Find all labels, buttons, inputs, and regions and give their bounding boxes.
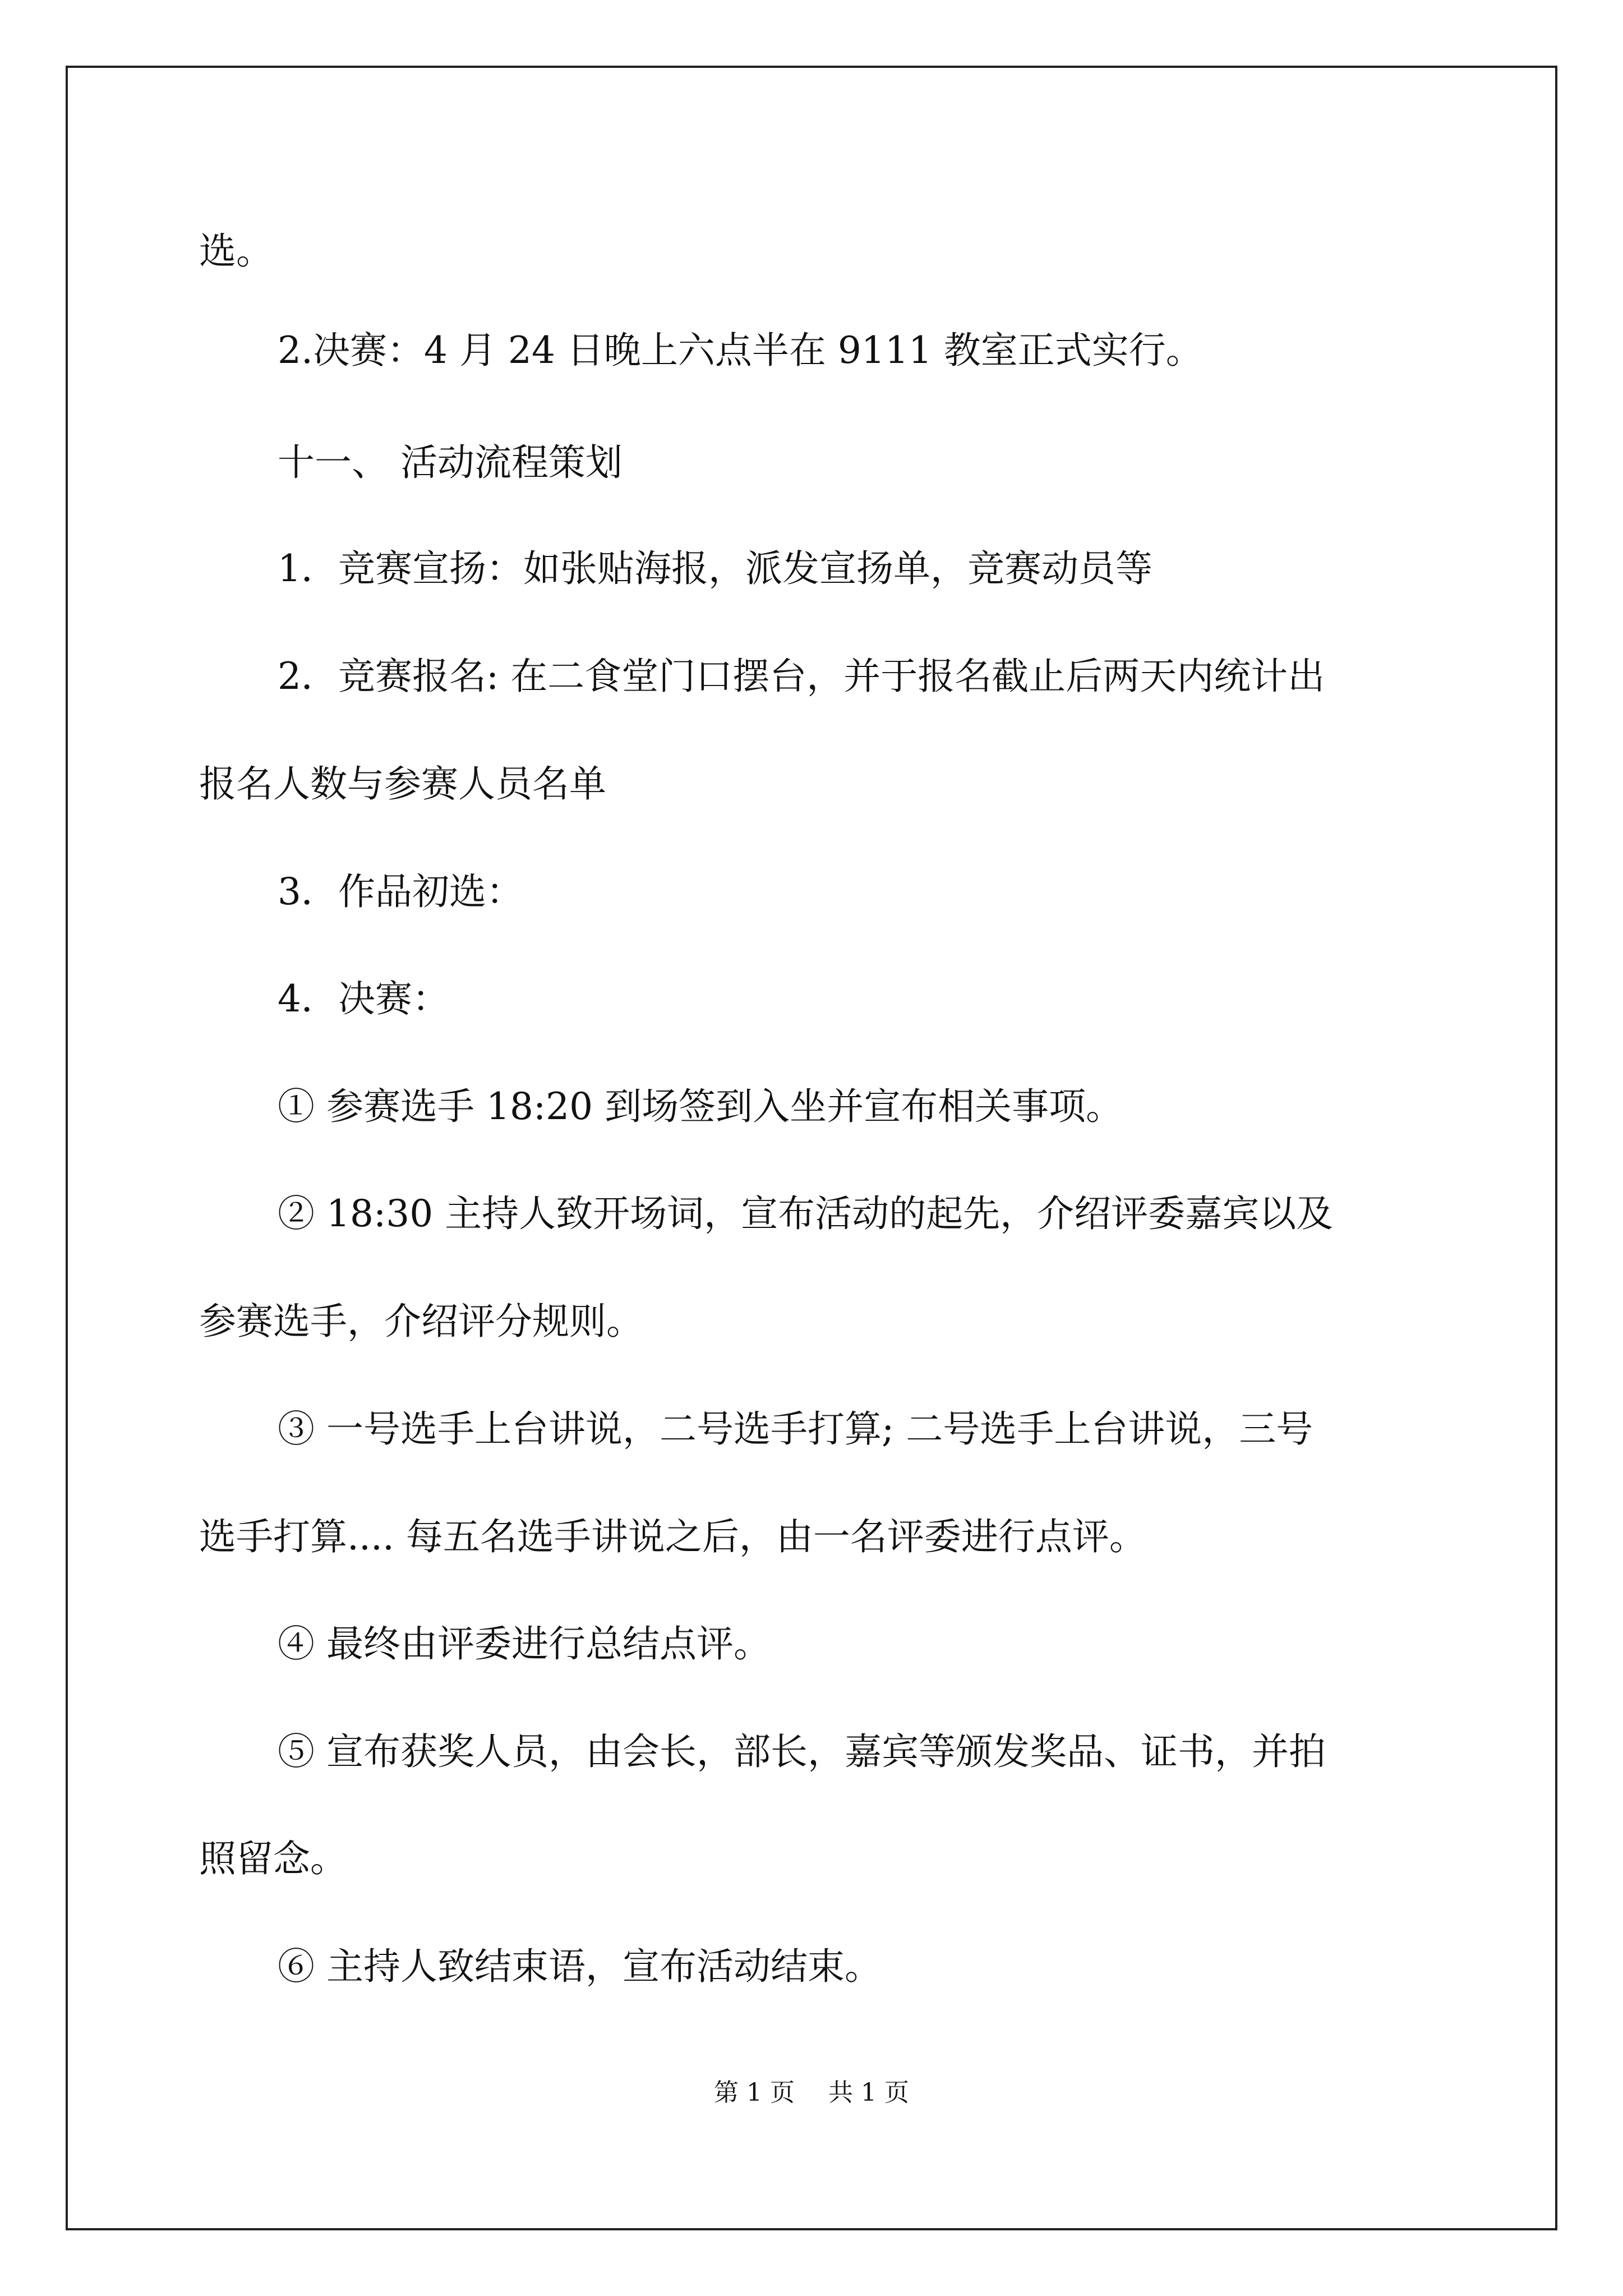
list-item: ① 参赛选手 18:20 到场签到入坐并宣布相关事项。 xyxy=(278,1085,1123,1128)
paragraph-line: 选。 xyxy=(199,229,273,273)
list-item: ⑤ 宣布获奖人员，由会长，部长，嘉宾等颁发奖品、证书，并拍 xyxy=(278,1730,1326,1773)
list-item: ④ 最终由评委进行总结点评。 xyxy=(278,1622,771,1665)
list-item: ③ 一号选手上台讲说，二号选手打算; 二号选手上台讲说，三号 xyxy=(278,1407,1313,1451)
list-item-continuation: 选手打算.... 每五名选手讲说之后，由一名评委进行点评。 xyxy=(199,1515,1146,1558)
paragraph-line: 1．竞赛宣扬：如张贴海报，派发宣扬单，竞赛动员等 xyxy=(278,547,1152,590)
paragraph-line: 2.决赛：4 月 24 日晚上六点半在 9111 教室正式实行。 xyxy=(278,329,1203,372)
paragraph-line: 2．竞赛报名: 在二食堂门口摆台，并于报名截止后两天内统计出 xyxy=(278,655,1325,698)
page-border xyxy=(66,66,1557,2230)
list-item: ② 18:30 主持人致开场词，宣布活动的起先，介绍评委嘉宾以及 xyxy=(278,1192,1334,1235)
list-item-continuation: 照留念。 xyxy=(199,1837,347,1880)
section-heading: 十一、 活动流程策划 xyxy=(278,441,623,484)
list-item-continuation: 参赛选手，介绍评分规则。 xyxy=(199,1300,643,1343)
paragraph-line: 4．决赛： xyxy=(278,977,449,1020)
paragraph-line: 3．作品初选： xyxy=(278,870,523,913)
list-item: ⑥ 主持人致结束语，宣布活动结束。 xyxy=(278,1945,882,1988)
page-number: 第 1 页 xyxy=(714,2078,795,2107)
page-total: 共 1 页 xyxy=(828,2078,909,2107)
page-footer xyxy=(0,2077,1623,2109)
paragraph-line: 报名人数与参赛人员名单 xyxy=(199,762,606,806)
